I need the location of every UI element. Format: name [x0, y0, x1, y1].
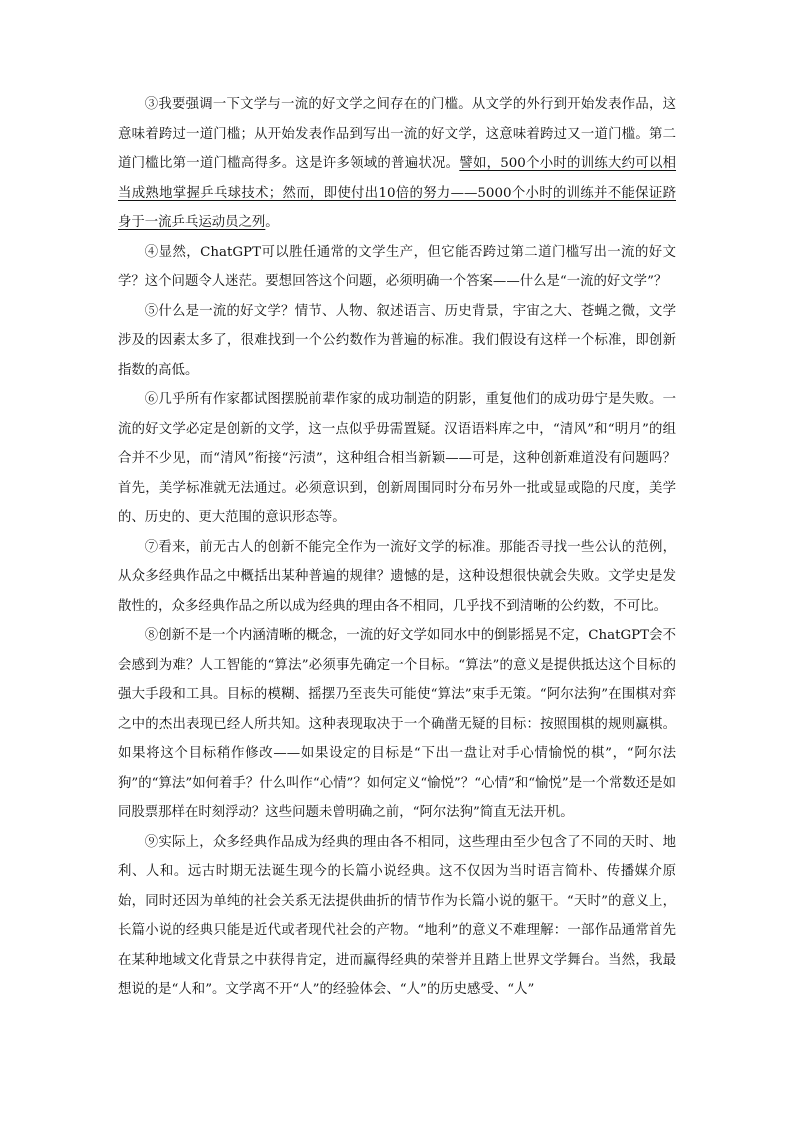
paragraph-6: ⑥几乎所有作家都试图摆脱前辈作家的成功制造的阴影，重复他们的成功毋宁是失败。一流的好文学必定是创新的文学，这一点似乎毋需置疑。汉语语料库之中，“清风”和“明月”的组合并不少见，而“清风”衔接“污渍”，这种组合相当新颖——可是，这种创新难道没有问题吗？首先，美学标准就无法通过。必须意识到，创新周围同时分布另外一批或显或隐的尺度，美学的、历史的、更大范围的意识形态等。	[118, 392, 676, 525]
paragraph-9: ⑨实际上，众多经典作品成为经典的理由各不相同，这些理由至少包含了不同的天时、地利、人和。远古时期无法诞生现今的长篇小说经典。这不仅因为当时语言简朴、传播媒介原始，同时还因为单纯的社会关系无法提供曲折的情节作为长篇小说的躯干。“天时”的意义上，长篇小说的经典只能是近代或者现代社会的产物。“地利”的意义不难理解：一部作品通常首先在某种地域文化背景之中获得肯定，进而赢得经典的荣誉并且踏上世界文学舞台。当然，我最想说的是“人和”。文学离不开“人”的经验体会、“人”的历史感受、“人”	[118, 834, 676, 997]
document-body	[118, 90, 676, 1005]
paragraph-4: ④显然，ChatGPT可以胜任通常的文学生产，但它能否跨过第二道门槛写出一流的好文学？这个问题令人迷茫。要想回答这个问题，必须明确一个答案——什么是“一流的好文学”？	[118, 244, 676, 289]
paragraph-3-text: ③我要强调一下文学与一流的好文学之间存在的门槛。从文学的外行到开始发表作品，这意味着跨过一道门槛；从开始发表作品到写出一流的好文学，这意味着跨过又一道门槛。第二道门槛比第一道门槛高得多。这是许多领域的普遍状况。	[118, 97, 676, 171]
paragraph-3-underlined-example: 譬如，500个小时的训练大约可以相当成熟地掌握乒乓球技术；然而，即使付出10倍的努力——5000个小时的训练并不能保证跻身于一流乒乓运动员之列	[118, 156, 677, 230]
paragraph-5: ⑤什么是一流的好文学？情节、人物、叙述语言、历史背景，宇宙之大、苍蝇之微，文学涉及的因素太多了，很难找到一个公约数作为普遍的标准。我们假设有这样一个标准，即创新指数的高低。	[118, 303, 676, 378]
paragraph-7: ⑦看来，前无古人的创新不能完全作为一流好文学的标准。那能否寻找一些公认的范例，从众多经典作品之中概括出某种普遍的规律？遗憾的是，这种设想很快就会失败。文学史是发散性的，众多经典作品之所以成为经典的理由各不相同，几乎找不到清晰的公约数，不可比。	[118, 539, 676, 614]
paragraph-3	[118, 90, 676, 238]
paragraph-3-tail: 。	[265, 215, 279, 230]
paragraph-8: ⑧创新不是一个内涵清晰的概念，一流的好文学如同水中的倒影摇晃不定，ChatGPT会不会感到为难？人工智能的“算法”必须事先确定一个目标。“算法”的意义是提供抵达这个目标的强大手段和工具。目标的模糊、摇摆乃至丧失可能使“算法”束手无策。“阿尔法狗”在围棋对弈之中的杰出表现已经人所共知。这种表现取决于一个确凿无疑的目标：按照围棋的规则赢棋。如果将这个目标稍作修改——如果设定的目标是“下出一盘让对手心情愉悦的棋”，“阿尔法狗”的“算法”如何着手？什么叫作“心情”？如何定义“愉悦”？“心情”和“愉悦”是一个常数还是如同股票那样在时刻浮动？这些问题未曾明确之前，“阿尔法狗”简直无法开机。	[118, 628, 676, 820]
